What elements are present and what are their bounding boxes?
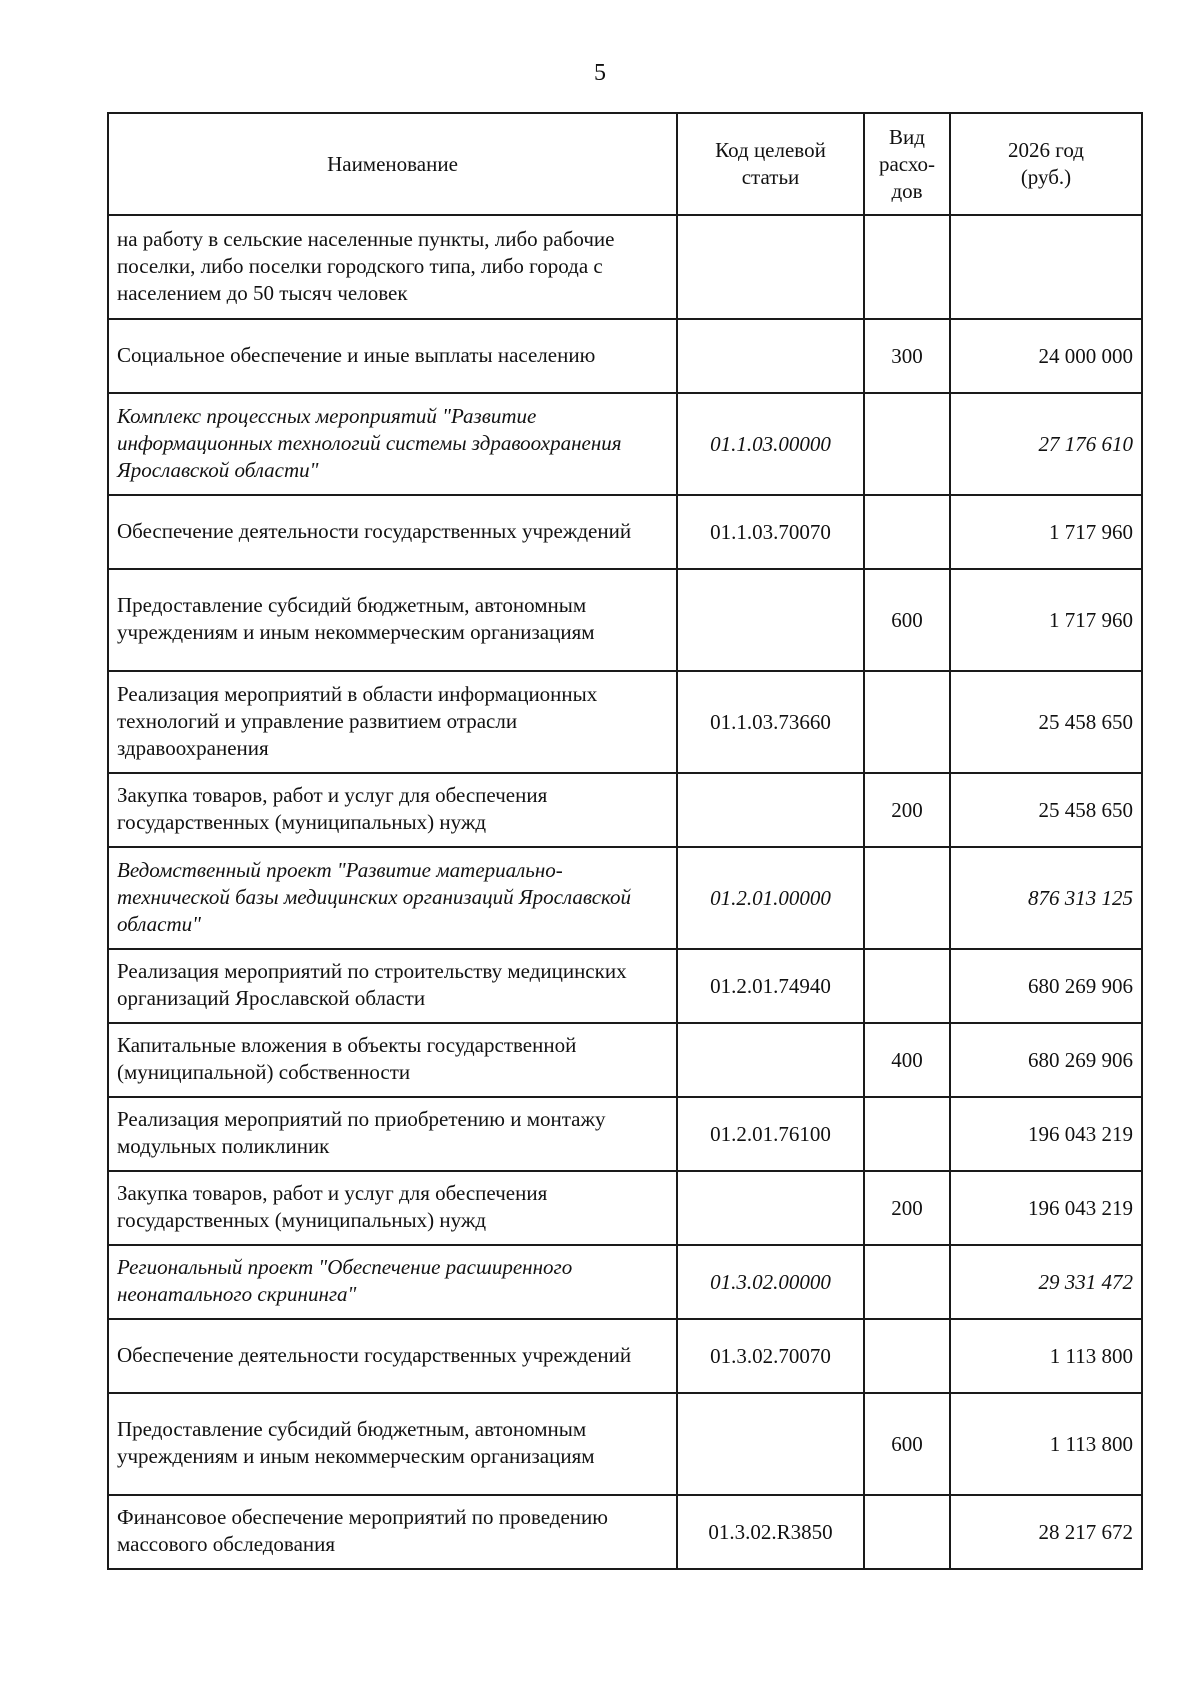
row-kind bbox=[864, 495, 950, 569]
row-code: 01.2.01.76100 bbox=[677, 1097, 864, 1171]
row-kind: 400 bbox=[864, 1023, 950, 1097]
row-kind: 300 bbox=[864, 319, 950, 393]
row-sum: 25 458 650 bbox=[950, 671, 1142, 773]
header-sum-line1: 2026 год bbox=[1008, 138, 1084, 162]
row-code: 01.3.02.00000 bbox=[677, 1245, 864, 1319]
row-code: 01.3.02.70070 bbox=[677, 1319, 864, 1393]
row-kind bbox=[864, 949, 950, 1023]
row-sum: 25 458 650 bbox=[950, 773, 1142, 847]
table-row bbox=[108, 215, 1142, 319]
table-row bbox=[108, 1319, 1142, 1393]
row-sum: 28 217 672 bbox=[950, 1495, 1142, 1569]
row-code: 01.2.01.00000 bbox=[677, 847, 864, 949]
row-name: Обеспечение деятельности государственных учреждений bbox=[108, 495, 677, 569]
row-code bbox=[677, 569, 864, 671]
row-sum: 1 113 800 bbox=[950, 1319, 1142, 1393]
row-code: 01.1.03.73660 bbox=[677, 671, 864, 773]
budget-table bbox=[107, 112, 1143, 1570]
row-sum: 196 043 219 bbox=[950, 1097, 1142, 1171]
table-row bbox=[108, 1097, 1142, 1171]
header-code bbox=[677, 113, 864, 215]
row-kind: 200 bbox=[864, 773, 950, 847]
header-kind-line2: расхо- bbox=[878, 151, 936, 176]
row-name: Социальное обеспечение и иные выплаты населению bbox=[108, 319, 677, 393]
row-code bbox=[677, 1393, 864, 1495]
row-name: Закупка товаров, работ и услуг для обеспечения государственных (муниципальных) нужд bbox=[108, 773, 677, 847]
row-code bbox=[677, 319, 864, 393]
row-code: 01.1.03.70070 bbox=[677, 495, 864, 569]
row-kind bbox=[864, 847, 950, 949]
row-name: Реализация мероприятий по строительству медицинских организаций Ярославской области bbox=[108, 949, 677, 1023]
row-kind: 200 bbox=[864, 1171, 950, 1245]
table-row bbox=[108, 949, 1142, 1023]
row-sum: 876 313 125 bbox=[950, 847, 1142, 949]
table-row bbox=[108, 319, 1142, 393]
row-code bbox=[677, 215, 864, 319]
header-kind-line1: Вид bbox=[889, 124, 925, 149]
row-sum: 1 113 800 bbox=[950, 1393, 1142, 1495]
row-sum: 1 717 960 bbox=[950, 569, 1142, 671]
row-code: 01.3.02.R3850 bbox=[677, 1495, 864, 1569]
row-name: Реализация мероприятий в области информационных технологий и управление развитием отрасли здравоохранения bbox=[108, 671, 677, 773]
row-name: Финансовое обеспечение мероприятий по проведению массового обследования bbox=[108, 1495, 677, 1569]
table-row bbox=[108, 1495, 1142, 1569]
header-sum bbox=[950, 113, 1142, 215]
row-sum: 196 043 219 bbox=[950, 1171, 1142, 1245]
row-name: Закупка товаров, работ и услуг для обеспечения государственных (муниципальных) нужд bbox=[108, 1171, 677, 1245]
row-name: Реализация мероприятий по приобретению и монтажу модульных поликлиник bbox=[108, 1097, 677, 1171]
header-sum-line2: (руб.) bbox=[1020, 165, 1072, 189]
row-name: Предоставление субсидий бюджетным, автономным учреждениям и иным некоммерческим организациям bbox=[108, 1393, 677, 1495]
row-name: Капитальные вложения в объекты государственной (муниципальной) собственности bbox=[108, 1023, 677, 1097]
row-kind bbox=[864, 1495, 950, 1569]
row-name: Предоставление субсидий бюджетным, автономным учреждениям и иным некоммерческим организациям bbox=[108, 569, 677, 671]
row-sum: 27 176 610 bbox=[950, 393, 1142, 495]
table-row bbox=[108, 1023, 1142, 1097]
row-code: 01.2.01.74940 bbox=[677, 949, 864, 1023]
header-kind-line3: дов bbox=[891, 178, 923, 203]
table-row bbox=[108, 773, 1142, 847]
header-name bbox=[108, 113, 677, 215]
row-kind bbox=[864, 671, 950, 773]
row-kind: 600 bbox=[864, 569, 950, 671]
table-row bbox=[108, 495, 1142, 569]
table-body bbox=[108, 215, 1142, 1569]
table-row bbox=[108, 1393, 1142, 1495]
row-name: Ведомственный проект "Развитие материально-технической базы медицинских организаций Ярославской области" bbox=[108, 847, 677, 949]
row-kind bbox=[864, 1097, 950, 1171]
table-row bbox=[108, 569, 1142, 671]
table-row bbox=[108, 671, 1142, 773]
row-sum: 680 269 906 bbox=[950, 949, 1142, 1023]
row-code bbox=[677, 1171, 864, 1245]
row-kind bbox=[864, 1319, 950, 1393]
row-kind bbox=[864, 215, 950, 319]
row-code bbox=[677, 773, 864, 847]
table-header-row bbox=[108, 113, 1142, 215]
page-number: 5 bbox=[594, 60, 606, 86]
row-sum: 24 000 000 bbox=[950, 319, 1142, 393]
table-row bbox=[108, 847, 1142, 949]
row-name: Комплекс процессных мероприятий "Развитие информационных технологий системы здравоохранения Ярославской области" bbox=[108, 393, 677, 495]
header-kind bbox=[864, 113, 950, 215]
row-kind bbox=[864, 1245, 950, 1319]
table-row bbox=[108, 1245, 1142, 1319]
row-name: Региональный проект "Обеспечение расширенного неонатального скрининга" bbox=[108, 1245, 677, 1319]
table-row bbox=[108, 1171, 1142, 1245]
row-kind: 600 bbox=[864, 1393, 950, 1495]
header-name-label: Наименование bbox=[327, 151, 458, 176]
row-sum: 1 717 960 bbox=[950, 495, 1142, 569]
row-name: на работу в сельские населенные пункты, либо рабочие поселки, либо поселки городского типа, либо города с населением до 50 тысяч человек bbox=[108, 215, 677, 319]
row-sum bbox=[950, 215, 1142, 319]
row-name: Обеспечение деятельности государственных учреждений bbox=[108, 1319, 677, 1393]
row-sum: 29 331 472 bbox=[950, 1245, 1142, 1319]
row-kind bbox=[864, 393, 950, 495]
table-row bbox=[108, 393, 1142, 495]
header-code-line1: Код целевой bbox=[715, 138, 826, 162]
header-code-line2: статьи bbox=[741, 165, 800, 189]
row-code bbox=[677, 1023, 864, 1097]
row-sum: 680 269 906 bbox=[950, 1023, 1142, 1097]
row-code: 01.1.03.00000 bbox=[677, 393, 864, 495]
